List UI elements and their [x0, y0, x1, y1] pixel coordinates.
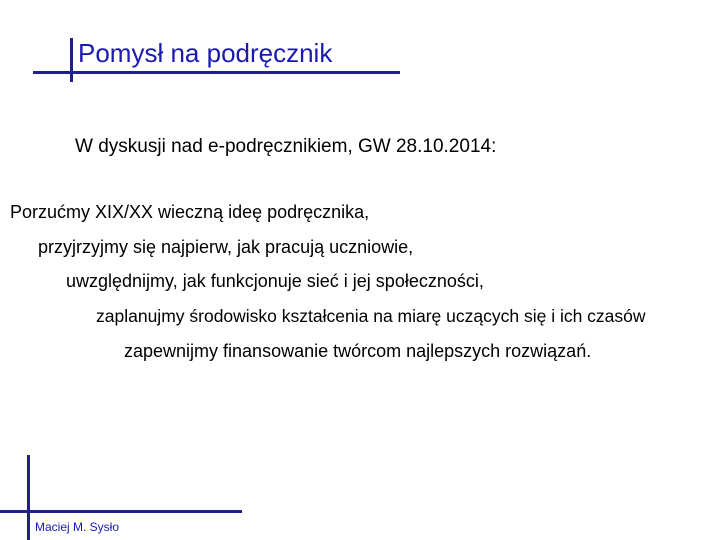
- quote-line: zapewnijmy finansowanie twórcom najlepszych rozwiązań.: [124, 341, 592, 361]
- author-name: Maciej M. Sysło: [35, 520, 120, 534]
- title-vertical-rule: [70, 38, 73, 82]
- quote-line: zaplanujmy środowisko kształcenia na miarę uczących się i ich czasów: [96, 306, 646, 326]
- quote-line: przyjrzyjmy się najpierw, jak pracują uczniowie,: [38, 237, 414, 257]
- quote-line: Porzućmy XIX/XX wieczną ideę podręcznika,: [10, 202, 370, 222]
- footer-horizontal-rule: [0, 510, 242, 513]
- footer-vertical-rule: [27, 455, 30, 540]
- slide-subtitle: W dyskusji nad e-podręcznikiem, GW 28.10.2014:: [75, 136, 497, 157]
- slide-title: Pomysł na podręcznik: [78, 38, 333, 68]
- title-horizontal-rule: [33, 71, 400, 74]
- quote-line: uwzględnijmy, jak funkcjonuje sieć i jej społeczności,: [66, 271, 484, 291]
